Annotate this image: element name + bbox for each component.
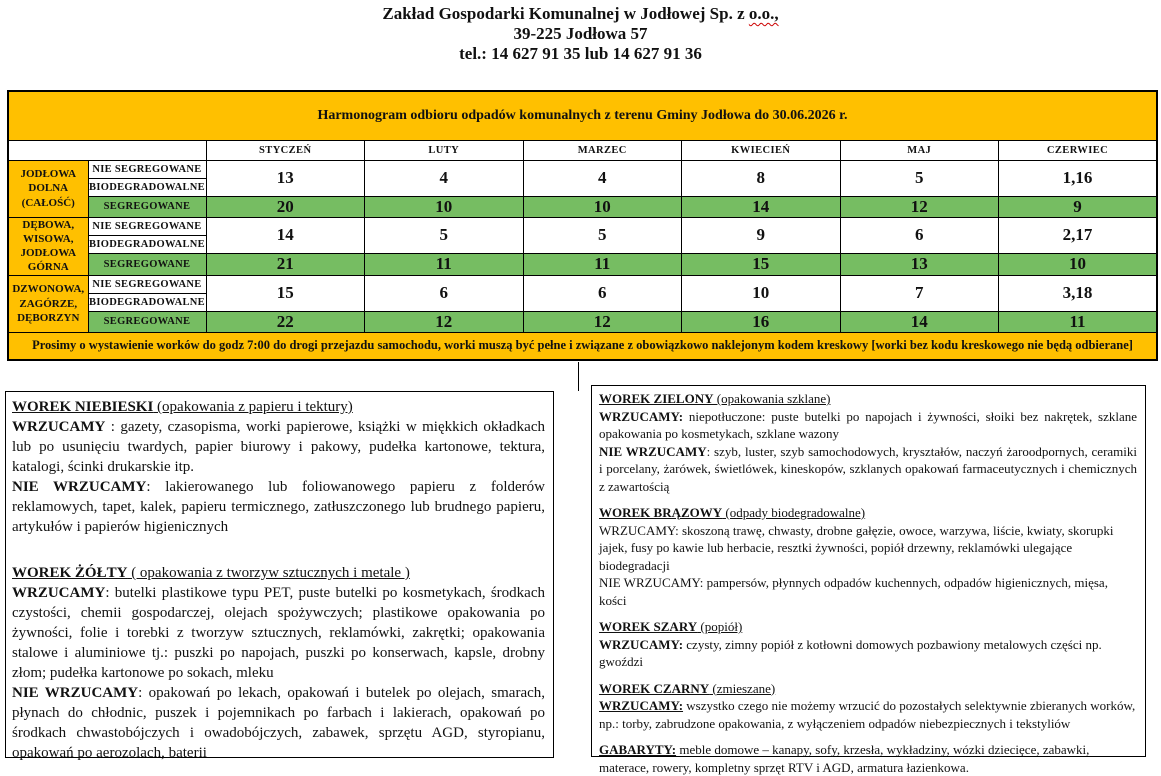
paragraph-lead: NIE WRZUCAMY [599,443,707,459]
day-cell: 5 [523,217,682,254]
allowed-items [12,417,545,477]
paragraph-text: wszystko czego nie możemy wrzucić do pozostałych selektywnie zbieranych worków, np.: torby, zabrudzone opakowania, z wyłączeniem odpadów niebezpiecznych i tekstyliów [599,698,1136,731]
bag-info-left-panel [5,391,554,761]
day-cell: 6 [840,217,999,254]
section-title [599,390,1137,408]
table-row [8,311,1157,332]
section-worek-zielony [599,390,1137,495]
paragraph-lead: WRZUCAMY: [599,408,684,424]
day-cell: 11 [999,311,1158,332]
area-cell: JODŁOWA DOLNA (CAŁOŚĆ) [8,160,88,217]
bag-name: WOREK BRĄZOWY [599,505,723,520]
schedule-title: Harmonogram odbioru odpadów komunalnych z terenu Gminy Jodłowa do 30.06.2026 r. [8,91,1157,140]
bag-subtitle: (opakowania szklane) [713,391,831,406]
forbidden-items [599,443,1137,496]
bag-subtitle: (odpady biodegradowalne) [722,505,866,520]
day-cell: 12 [840,196,999,217]
paragraph-text: czysty, zimny popiół z kotłowni domowych pozbawiony metalowych części np. gwoździ [599,636,1102,669]
day-cell: 9 [682,217,841,254]
company-address: 39-225 Jodłowa 57 [513,24,648,43]
day-cell: 13 [840,254,999,275]
section-worek-niebieski [12,397,545,537]
area-cell: DĘBOWA, WISOWA, JODŁOWA GÓRNA [8,217,88,275]
paragraph-lead: NIE WRZUCAMY [12,479,147,495]
paragraph-text: meble domowe – kanapy, sofy, krzesła, wykładziny, wózki dziecięce, zabawki, materace, rowery, kompletny sprzęt RTV i AGD, armatura łazienkowa. [599,742,1090,775]
table-row [8,160,1157,178]
section-title [12,563,545,583]
company-header [0,4,1161,64]
day-cell: 9 [999,196,1158,217]
day-cell: 22 [206,311,365,332]
day-cell: 3,18 [999,275,1158,311]
paragraph-lead: WRZUCAMY: [599,636,684,652]
day-cell: 10 [999,254,1158,275]
company-suffix-spellcheck: o.o., [748,4,779,23]
type-cell-biodegradable: BIODEGRADOWALNE [88,293,206,311]
bag-name: WOREK SZARY [599,619,698,634]
allowed-items [599,697,1137,732]
day-cell: 10 [682,275,841,311]
type-cell-segregated: SEGREGOWANE [88,196,206,217]
day-cell: 10 [365,196,524,217]
day-cell: 5 [840,160,999,196]
type-cell-biodegradable: BIODEGRADOWALNE [88,235,206,253]
day-cell: 12 [523,311,682,332]
day-cell: 14 [682,196,841,217]
type-cell-unsegregated: NIE SEGREGOWANE [88,275,206,293]
paragraph-lead: WRZUCAMY: [599,698,684,713]
allowed-items [599,636,1137,671]
type-cell-unsegregated: NIE SEGREGOWANE [88,160,206,178]
day-cell: 6 [365,275,524,311]
day-cell: 15 [682,254,841,275]
month-header: MAJ [840,140,999,160]
forbidden-items: NIE WRZUCAMY: pampersów, płynnych odpadów kuchennych, odpadów higienicznych, mięsa, kości [599,575,1108,608]
day-cell: 4 [365,160,524,196]
pickup-note: Prosimy o wystawienie worków do godz 7:00 do drogi przejazdu samochodu, worki muszą być pełne i związane z obowiązkowo naklejonym kodem kreskowy [worki bez kodu kreskowego nie będą odbierane] [8,332,1157,360]
bag-name: WOREK ZIELONY [599,391,714,406]
paragraph-lead: WRZUCAMY [12,585,106,601]
paragraph-text: : opakowań po lekach, opakowań i butelek po olejach, smarach, płynach do chłodnic, puszek i pojemnikach po farbach i lakierach, opakowań po środkach chwastobójczych i owadobójczych, zabawek, sprzętu AGD, styropianu, opakowań po aerozolach, baterii [12,685,546,761]
table-row [8,217,1157,235]
section-gabaryty [599,741,1137,776]
day-cell: 11 [365,254,524,275]
section-title [599,618,1137,636]
bag-name: WOREK NIEBIESKI [12,399,154,415]
type-cell-biodegradable: BIODEGRADOWALNE [88,178,206,196]
day-cell: 14 [206,217,365,254]
section-worek-brazowy [599,504,1137,609]
bag-subtitle: (opakowania z papieru i tektury) [153,399,353,415]
divider-tick [578,362,579,391]
bag-name: WOREK CZARNY [599,680,710,696]
company-name: Zakład Gospodarki Komunalnej w Jodłowej Sp. z [382,4,749,23]
company-name-line [0,4,1161,24]
type-cell-segregated: SEGREGOWANE [88,311,206,332]
day-cell: 6 [523,275,682,311]
schedule-title-row [8,91,1157,140]
paragraph-lead: GABARYTY: [599,742,677,757]
table-row [8,254,1157,275]
area-cell: DZWONOWA, ZAGÓRZE, DĘBORZYN [8,275,88,332]
paragraph-lead: NIE WRZUCAMY [12,685,139,701]
day-cell: 4 [523,160,682,196]
paragraph-text: niepotłuczone: puste butelki po napojach i żywności, słoiki bez nakrętek, szklane opakowania po kosmetykach, szklane wazony [599,408,1137,441]
day-cell: 12 [365,311,524,332]
schedule-table [7,90,1158,361]
section-worek-czarny [599,680,1137,733]
note-row [8,332,1157,360]
bag-name: WOREK ŻÓŁTY [12,565,128,581]
type-cell-unsegregated: NIE SEGREGOWANE [88,217,206,235]
day-cell: 7 [840,275,999,311]
month-header: CZERWIEC [999,140,1158,160]
day-cell: 20 [206,196,365,217]
month-header-row [8,140,1157,160]
bag-subtitle: (popiół) [697,619,743,634]
type-cell-segregated: SEGREGOWANE [88,254,206,275]
section-worek-zolty [12,563,545,763]
forbidden-items [12,683,545,763]
section-title [599,680,1137,698]
table-row [8,196,1157,217]
allowed-items [599,408,1137,443]
month-header: LUTY [365,140,524,160]
day-cell: 21 [206,254,365,275]
paragraph-text: : szyb, luster, szyb samochodowych, kryształów, naczyń żaroodpornych, ceramiki i porcelany, żarówek, świetlówek, kineskopów, szklanych opakowań farmaceutycznych i chemicznych z zawartością [599,443,1138,494]
day-cell: 10 [523,196,682,217]
month-header: STYCZEŃ [206,140,365,160]
day-cell: 2,17 [999,217,1158,254]
day-cell: 15 [206,275,365,311]
month-header: KWIECIEŃ [682,140,841,160]
paragraph-text: : lakierowanego lub foliowanowego papieru z folderów reklamowych, tapet, kalek, papieru termicznego, zatłuszczonego lub brudnego papieru, artykułów i papierów higienicznych [12,479,545,535]
paragraph-text: : gazety, czasopisma, worki papierowe, książki w miękkich okładkach lub po usunięciu twardych, papier biurowy i pakowy, pudełka kartonowe, tektura, katalogi, ścinki drukarskie itp. [12,419,545,475]
company-phone: tel.: 14 627 91 35 lub 14 627 91 36 [459,44,702,63]
month-header: MARZEC [523,140,682,160]
section-worek-szary [599,618,1137,671]
corner-blank-cell [8,140,206,160]
day-cell: 13 [206,160,365,196]
day-cell: 11 [523,254,682,275]
day-cell: 5 [365,217,524,254]
day-cell: 1,16 [999,160,1158,196]
bulky-waste-info [599,741,1137,776]
day-cell: 8 [682,160,841,196]
bag-subtitle: ( opakowania z tworzyw sztucznych i metale ) [127,565,410,581]
table-row [8,275,1157,293]
paragraph-text: : butelki plastikowe typu PET, puste butelki po kosmetykach, środkach czystości, chemii gospodarczej, olejach spożywczych; plastikowe opakowania po żywności, folie i torebki z tworzyw sztucznych, reklamówki, zakrętki; opakowania stalowe i aluminiowe tj.: puszki po napojach, puszki po konserwach, kapsle, drobny złom; pudełka kartonowe po sokach, mleku [12,585,545,681]
section-title [599,504,1137,522]
bag-subtitle: (zmieszane) [709,680,776,696]
day-cell: 16 [682,311,841,332]
allowed-items: WRZUCAMY: skoszoną trawę, chwasty, drobne gałęzie, owoce, warzywa, liście, kwiaty, skorupki jajek, fusy po kawie lub herbacie, resztki żywności, popiół drzewny, reklamówki ulegające biodegradacji [599,522,1114,573]
day-cell: 14 [840,311,999,332]
bag-info-right-panel [591,385,1146,775]
forbidden-items [12,477,545,537]
section-title [12,397,545,417]
allowed-items [12,583,545,683]
paragraph-lead: WRZUCAMY [12,419,106,435]
